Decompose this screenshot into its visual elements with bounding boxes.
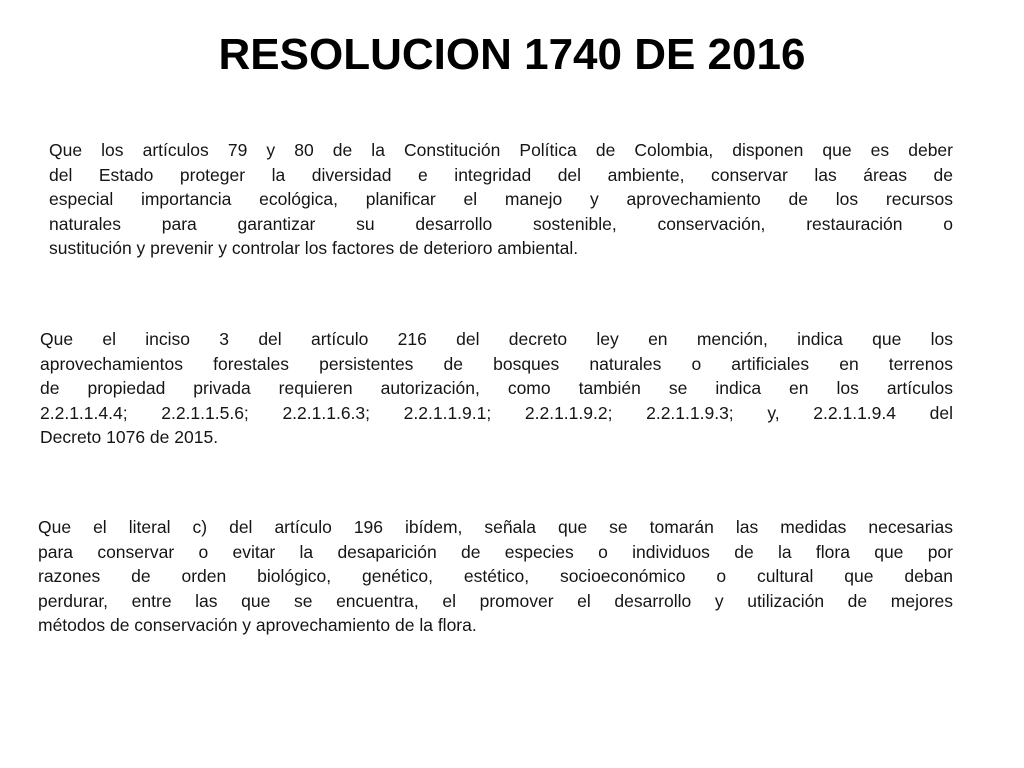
scanned-paragraph-articulo-216 [40, 327, 953, 450]
paragraph-line: para conservar o evitar la desaparición de especies o individuos de la flora que por [38, 541, 953, 562]
paragraph-line: razones de orden biológico, genético, estético, socioeconómico o cultural que deban [38, 566, 953, 586]
paragraph-line: sustitución y prevenir y controlar los factores de deterioro ambiental. [49, 238, 579, 258]
paragraph-line: naturales para garantizar su desarrollo sostenible, conservación, restauración o [49, 213, 953, 234]
paragraph-line: 2.2.1.1.4.4; 2.2.1.1.5.6; 2.2.1.1.6.3; 2.2.1.1.9.1; 2.2.1.1.9.2; 2.2.1.1.9.3; y, 2.2.1.1.9.4 del [40, 402, 953, 423]
paragraph-line: Que los artículos 79 y 80 de la Constitución Política de Colombia, disponen que es deber [49, 140, 953, 160]
paragraph-line: de propiedad privada requieren autorización, como también se indica en los artículos [40, 378, 953, 398]
paragraph-line: aprovechamientos forestales persistentes de bosques naturales o artificiales en terrenos [40, 353, 953, 374]
scanned-paragraph-articulo-196 [38, 515, 953, 638]
paragraph-line: Decreto 1076 de 2015. [40, 427, 219, 447]
paragraph-line: Que el inciso 3 del artículo 216 del decreto ley en mención, indica que los [40, 329, 953, 349]
slide-title: RESOLUCION 1740 DE 2016 [218, 30, 806, 79]
scanned-paragraph-articulos-79-80 [49, 138, 953, 261]
paragraph-line: del Estado proteger la diversidad e integridad del ambiente, conservar las áreas de [49, 164, 953, 185]
paragraph-line: métodos de conservación y aprovechamiento de la flora. [38, 615, 477, 635]
paragraph-line: perdurar, entre las que se encuentra, el promover el desarrollo y utilización de mejores [38, 590, 953, 611]
paragraph-line: Que el literal c) del artículo 196 ibídem, señala que se tomarán las medidas necesarias [38, 517, 953, 537]
paragraph-line: especial importancia ecológica, planificar el manejo y aprovechamiento de los recursos [49, 189, 953, 209]
